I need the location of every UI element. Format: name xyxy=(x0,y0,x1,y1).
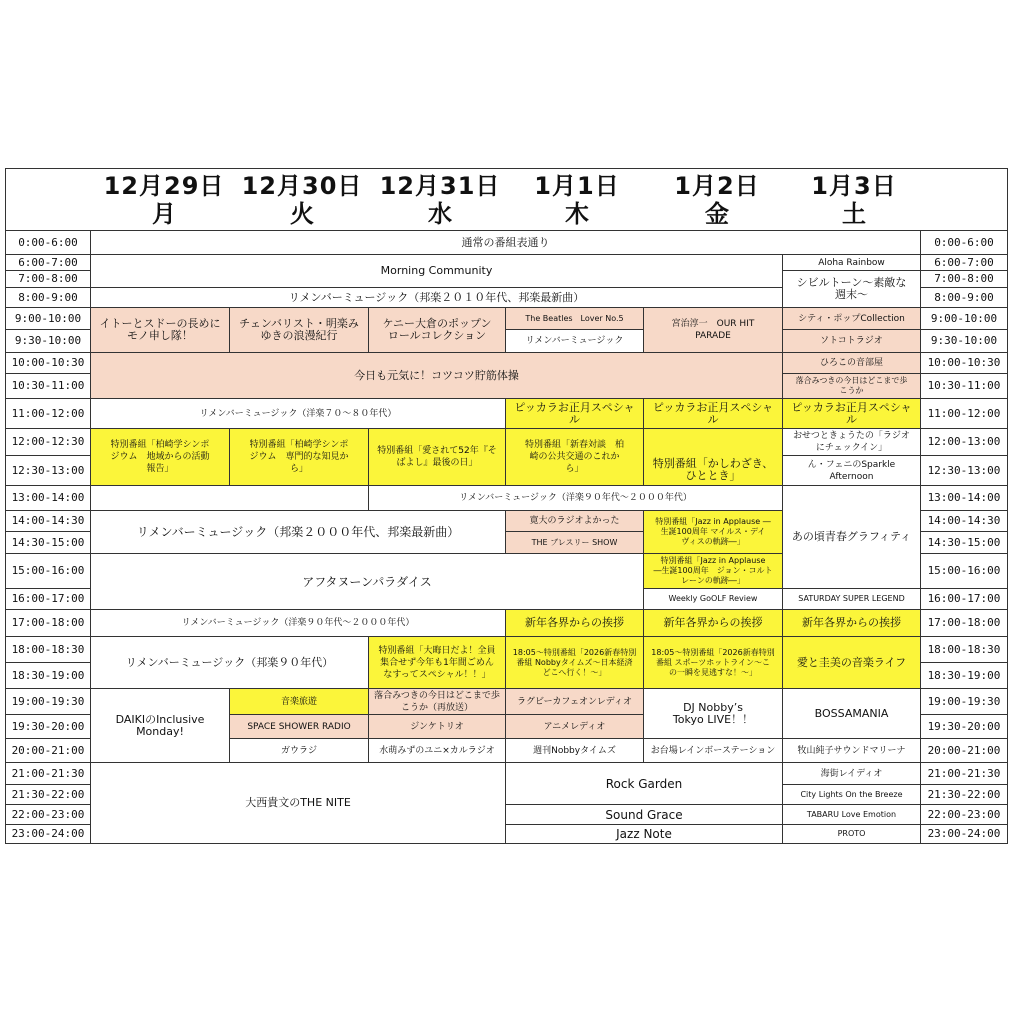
program-cell: 新年各界からの挨拶 xyxy=(505,609,644,637)
day-date: 1月1日 xyxy=(534,172,620,200)
day-date: 12月29日 xyxy=(103,172,225,200)
program-cell: アフタヌーンパラダイス xyxy=(90,553,644,610)
program-cell: チェンバリスト・明楽み ゆきの浪漫紀行 xyxy=(229,307,369,353)
program-cell: 特別番組「愛されて52年『そ ばよし』最後の日」 xyxy=(368,428,506,486)
program-cell: 愛と圭美の音楽ライフ xyxy=(782,636,921,689)
program-cell: 週刊Nobbyタイムズ xyxy=(505,738,644,763)
program-cell: ん・フェニのSparkle Afternoon xyxy=(782,455,921,486)
program-cell: 特別番組「柏崎学シンポ ジウム 地域からの活動 報告」 xyxy=(90,428,230,486)
time-slot-right: 14:00-14:30 xyxy=(920,510,1008,532)
time-slot-right: 17:00-18:00 xyxy=(920,609,1008,637)
time-slot-right: 21:30-22:00 xyxy=(920,784,1008,805)
program-cell: リメンバーミュージック（邦楽２０００年代、邦楽最新曲） xyxy=(90,510,506,554)
program-cell: THE ブレスリー SHOW xyxy=(505,531,644,554)
time-slot-right: 19:30-20:00 xyxy=(920,714,1008,739)
day-header xyxy=(237,172,367,228)
program-cell: 通常の番組表通り xyxy=(90,230,921,255)
program-cell: ラグビーカフェオンレディオ xyxy=(505,688,644,715)
day-date: 1月2日 xyxy=(674,172,760,200)
program-cell: シティ・ポップCollection xyxy=(782,307,921,330)
time-slot-right: 0:00-6:00 xyxy=(920,230,1008,255)
time-slot-right: 22:00-23:00 xyxy=(920,804,1008,825)
time-slot-left: 6:00-7:00 xyxy=(5,254,91,271)
time-slot-right: 6:00-7:00 xyxy=(920,254,1008,271)
program-cell: ひろこの音部屋 xyxy=(782,352,921,374)
day-weekday: 木 xyxy=(565,200,589,228)
day-weekday: 金 xyxy=(705,200,729,228)
time-slot-right: 16:00-17:00 xyxy=(920,588,1008,610)
time-slot-left: 14:30-15:00 xyxy=(5,531,91,554)
program-cell: The Beatles Lover No.5 xyxy=(505,307,644,330)
time-slot-left: 13:00-14:00 xyxy=(5,485,91,511)
program-cell: Morning Community xyxy=(90,254,783,288)
program-cell: Weekly GoOLF Review xyxy=(643,588,783,610)
time-slot-left: 12:30-13:00 xyxy=(5,455,91,486)
program-cell: SPACE SHOWER RADIO xyxy=(229,714,369,739)
program-cell: ソトコトラジオ xyxy=(782,329,921,353)
time-slot-left: 19:30-20:00 xyxy=(5,714,91,739)
time-slot-left: 0:00-6:00 xyxy=(5,230,91,255)
program-cell: ジンケトリオ xyxy=(368,714,506,739)
time-slot-left: 10:30-11:00 xyxy=(5,373,91,399)
program-cell: 海街レイディオ xyxy=(782,762,921,785)
program-cell: 18:05～特別番組「2026新春特別 番組 Nobbyタイムズ～日本経済 どこへ行く！～」 xyxy=(505,636,644,689)
time-slot-left: 19:00-19:30 xyxy=(5,688,91,715)
time-slot-left: 7:00-8:00 xyxy=(5,270,91,288)
time-slot-left: 12:00-12:30 xyxy=(5,428,91,456)
program-cell: DAIKIのInclusive Monday! xyxy=(90,688,230,763)
time-slot-left: 9:00-10:00 xyxy=(5,307,91,330)
program-cell: あの頃青春グラフィティ xyxy=(782,485,921,589)
program-cell: SATURDAY SUPER LEGEND xyxy=(782,588,921,610)
program-cell: 大西貴文のTHE NITE xyxy=(90,762,506,844)
program-cell: TABARU Love Emotion xyxy=(782,804,921,825)
day-header xyxy=(789,172,919,228)
time-slot-left: 22:00-23:00 xyxy=(5,804,91,825)
time-slot-right: 20:00-21:00 xyxy=(920,738,1008,763)
program-cell: 特別番組「新春対談 柏 崎の公共交通のこれか ら」 xyxy=(505,428,644,486)
program-cell: PROTO xyxy=(782,824,921,844)
day-weekday: 土 xyxy=(842,200,866,228)
day-date: 12月30日 xyxy=(241,172,363,200)
program-cell: ケニー大倉のポップン ロールコレクション xyxy=(368,307,506,353)
program-cell: ピッカラお正月スペシャ ル xyxy=(782,398,921,429)
program-cell: 落合みつきの今日はどこまで歩 こうか（再放送） xyxy=(368,688,506,715)
time-slot-left: 8:00-9:00 xyxy=(5,287,91,308)
time-slot-right: 9:30-10:00 xyxy=(920,329,1008,353)
time-slot-right: 18:00-18:30 xyxy=(920,636,1008,663)
program-cell: 音楽旅遊 xyxy=(229,688,369,715)
program-cell: 牧山純子サウンドマリーナ xyxy=(782,738,921,763)
program-cell: City Lights On the Breeze xyxy=(782,784,921,805)
program-cell: Rock Garden xyxy=(505,762,783,805)
time-slot-right: 12:00-13:00 xyxy=(920,428,1008,456)
day-header xyxy=(375,172,505,228)
time-slot-left: 17:00-18:00 xyxy=(5,609,91,637)
program-cell: BOSSAMANIA xyxy=(782,688,921,739)
time-slot-right: 15:00-16:00 xyxy=(920,553,1008,589)
day-weekday: 水 xyxy=(428,200,452,228)
program-cell: 寛大のラジオよかった xyxy=(505,510,644,532)
program-cell: リメンバーミュージック（邦楽２０１０年代、邦楽最新曲） xyxy=(90,287,783,308)
program-cell: 特別番組「大晦日だよ！全員 集合せず今年も1年間ごめん なすってスペシャル！！」 xyxy=(368,636,506,689)
time-slot-right: 18:30-19:00 xyxy=(920,662,1008,689)
time-slot-left: 23:00-24:00 xyxy=(5,824,91,844)
program-cell: 特別番組「柏崎学シンポ ジウム 専門的な知見か ら」 xyxy=(229,428,369,486)
program-cell: 宮治淳一 OUR HIT PARADE xyxy=(643,307,783,353)
time-slot-right: 8:00-9:00 xyxy=(920,287,1008,308)
program-cell: 特別番組「Jazz in Applause ―生誕100周年 ジョン・コルト レーンの軌跡―」 xyxy=(643,553,783,589)
time-slot-right: 9:00-10:00 xyxy=(920,307,1008,330)
time-slot-right: 23:00-24:00 xyxy=(920,824,1008,844)
day-weekday: 火 xyxy=(290,200,314,228)
time-slot-left: 14:00-14:30 xyxy=(5,510,91,532)
time-slot-right: 21:00-21:30 xyxy=(920,762,1008,785)
program-cell: 新年各界からの挨拶 xyxy=(643,609,783,637)
time-slot-right: 7:00-8:00 xyxy=(920,270,1008,288)
program-cell: リメンバーミュージック（洋楽９０年代～２０００年代） xyxy=(368,485,783,511)
day-header xyxy=(99,172,229,228)
program-cell: Aloha Rainbow xyxy=(782,254,921,271)
day-date: 12月31日 xyxy=(379,172,501,200)
time-slot-right: 14:30-15:00 xyxy=(920,531,1008,554)
time-slot-left: 10:00-10:30 xyxy=(5,352,91,374)
time-slot-right: 12:30-13:00 xyxy=(920,455,1008,486)
program-cell: 落合みつきの今日はどこまで歩 こうか xyxy=(782,373,921,399)
program-cell: Jazz Note xyxy=(505,824,783,844)
time-slot-left: 20:00-21:00 xyxy=(5,738,91,763)
program-cell: お台場レインボーステーション xyxy=(643,738,783,763)
time-slot-left: 21:30-22:00 xyxy=(5,784,91,805)
time-slot-left: 16:00-17:00 xyxy=(5,588,91,610)
program-cell: イトーとスドーの長めに モノ申し隊！ xyxy=(90,307,230,353)
day-header xyxy=(652,172,782,228)
program-cell: 今日も元気に！コツコツ貯筋体操 xyxy=(90,352,783,399)
program-cell: 特別番組「かしわざき、 ひととき」 xyxy=(643,428,783,511)
program-cell: DJ Nobby’s Tokyo LIVE！！ xyxy=(643,688,783,739)
program-cell: Sound Grace xyxy=(505,804,783,825)
program-cell: リメンバーミュージック（邦楽９０年代） xyxy=(90,636,369,689)
day-date: 1月3日 xyxy=(811,172,897,200)
time-slot-left: 15:00-16:00 xyxy=(5,553,91,589)
day-header xyxy=(512,172,642,228)
program-cell: ピッカラお正月スペシャ ル xyxy=(505,398,644,429)
program-cell: 特別番組「Jazz in Applause ― 生誕100周年 マイルス・デイ ヴィスの軌跡―」 xyxy=(643,510,783,554)
program-cell: リメンバーミュージック xyxy=(505,329,644,353)
time-slot-left: 11:00-12:00 xyxy=(5,398,91,429)
time-slot-right: 10:00-10:30 xyxy=(920,352,1008,374)
program-cell: 新年各界からの挨拶 xyxy=(782,609,921,637)
program-cell: ガウラジ xyxy=(229,738,369,763)
program-cell: ピッカラお正月スペシャ ル xyxy=(643,398,783,429)
program-cell: リメンバーミュージック（洋楽９０年代～２０００年代） xyxy=(90,609,506,637)
time-slot-left: 9:30-10:00 xyxy=(5,329,91,353)
program-cell: シビルトーン～素敵な 週末～ xyxy=(782,270,921,308)
program-cell: おせつときょうたの「ラジオ にチェックイン」 xyxy=(782,428,921,456)
program-cell: 水萌みずのユニ×カルラジオ xyxy=(368,738,506,763)
day-weekday: 月 xyxy=(152,200,176,228)
time-slot-right: 13:00-14:00 xyxy=(920,485,1008,511)
time-slot-right: 10:30-11:00 xyxy=(920,373,1008,399)
time-slot-right: 11:00-12:00 xyxy=(920,398,1008,429)
time-slot-left: 21:00-21:30 xyxy=(5,762,91,785)
time-slot-right: 19:00-19:30 xyxy=(920,688,1008,715)
program-cell: リメンバーミュージック（洋楽７０～８０年代） xyxy=(90,398,506,429)
time-slot-left: 18:00-18:30 xyxy=(5,636,91,663)
program-cell: 18:05～特別番組「2026新春特別 番組 スポーツホットライン～こ の一瞬を見逃すな！～」 xyxy=(643,636,783,689)
program-cell: アニメレディオ xyxy=(505,714,644,739)
time-slot-left: 18:30-19:00 xyxy=(5,662,91,689)
